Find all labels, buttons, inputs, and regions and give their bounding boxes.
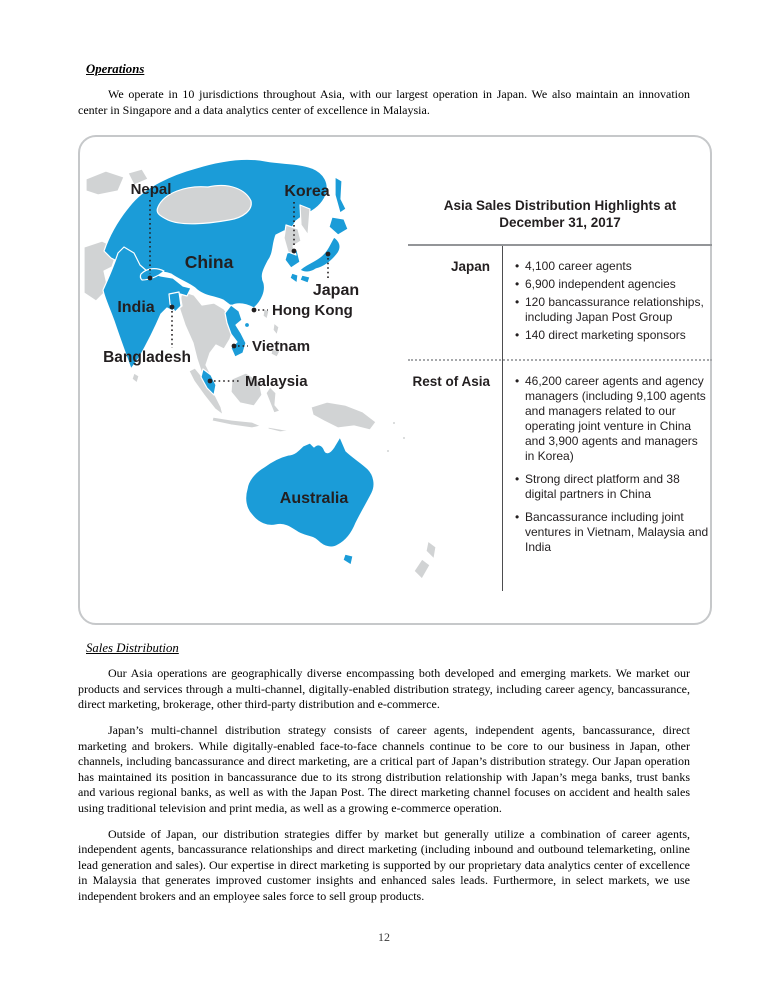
dot-hong-kong	[252, 308, 257, 313]
table-column-divider	[502, 246, 503, 591]
page-content	[78, 0, 709, 905]
list-item: • 46,200 career agents and agency managers (including 9,100 agents and managers related to our operating joint venture in China and 3,900 agents and managers in Korea)	[515, 374, 706, 464]
map-shape-sulawesi	[266, 387, 280, 413]
map-shape-philippines-luzon	[273, 323, 279, 335]
table-row-japan	[408, 246, 712, 359]
map-shape-java	[212, 417, 261, 428]
map-shape-tasmania	[343, 554, 353, 565]
list-item: • 4,100 career agents	[515, 259, 632, 274]
map-label-bangladesh: Bangladesh	[103, 349, 191, 367]
bullet-icon: •	[515, 328, 520, 343]
list-item: • Bancassurance including joint ventures in Vietnam, Malaysia and India	[515, 510, 709, 555]
map-shape-central-asia	[86, 171, 124, 195]
map-label-japan: Japan	[312, 282, 360, 300]
map-label-korea: Korea	[284, 183, 330, 201]
map-shape-sakhalin	[335, 177, 346, 213]
bullet-icon: •	[515, 510, 520, 525]
bullet-icon: •	[515, 472, 520, 487]
row-bullets-japan	[502, 246, 712, 359]
list-item: • 140 direct marketing sponsors	[515, 328, 686, 343]
sales-distribution-heading: Sales Distribution	[86, 641, 179, 656]
dot-malaysia	[208, 379, 213, 384]
map-label-india: India	[117, 299, 155, 317]
map-shape-japan-hokkaido	[329, 217, 348, 235]
map-shape-japan-kyushu	[290, 273, 298, 283]
bullet-icon: •	[515, 277, 520, 292]
map-shape-new-guinea	[311, 402, 376, 430]
table-row-rest-of-asia	[408, 361, 712, 591]
map-shape-japan-honshu	[300, 237, 340, 272]
map-shape-pacific-island	[386, 450, 389, 453]
dot-bangladesh	[170, 305, 175, 310]
list-item: • Strong direct platform and 38 digital partners in China	[515, 472, 680, 502]
row-label-japan: Japan	[450, 259, 490, 275]
dot-nepal	[148, 276, 153, 281]
list-item: • 6,900 independent agencies	[515, 277, 676, 292]
bullet-icon: •	[515, 259, 520, 274]
map-shape-hainan	[245, 323, 250, 328]
page-number: 12	[378, 930, 390, 944]
row-bullets-rest-of-asia	[502, 361, 712, 591]
map-shape-lesser-sunda	[268, 427, 290, 432]
map-label-australia: Australia	[279, 490, 349, 508]
sales-paragraph-3: Outside of Japan, our distribution strategies differ by market but generally utilize a combination of career agents, independent agents, bancassurance relationships and direct marketing (including inbound and outbound telemarketing, online lead generation and sales). Our expertise in direct marketing is supported by our proprietary data analytics center of excellence in Malaysia that generates improved customer insights and enhanced sales leads. Furthermore, in select markets, we use independent brokers and an employee sales force to sell group products.	[78, 826, 690, 903]
bullet-icon: •	[515, 295, 520, 310]
map-shape-japan-shikoku	[300, 275, 310, 283]
map-label-hong-kong: Hong Kong	[272, 302, 353, 320]
row-label-rest-of-asia: Rest of Asia	[412, 374, 490, 390]
map-label-nepal: Nepal	[130, 181, 172, 199]
dot-korea	[292, 249, 297, 254]
map-shape-pacific-island	[402, 437, 405, 440]
table-title-line2: December 31, 2017	[499, 215, 621, 231]
sales-paragraph-1: Our Asia operations are geographically diverse encompassing both developed and emerging markets. We market our products and services through a multi-channel, digitally-enabled distribution strategy, including career agency, bancassurance, direct marketing, brokerage, other third-party distribution and e-commerce.	[78, 666, 690, 712]
table-body	[408, 244, 712, 591]
map-shape-sri-lanka	[132, 373, 139, 383]
bullet-icon: •	[515, 374, 520, 389]
table-title	[408, 197, 712, 231]
sales-highlights-table	[408, 197, 712, 591]
map-label-malaysia: Malaysia	[245, 373, 308, 391]
map-shape-primorsky	[300, 205, 310, 235]
operations-heading: Operations	[86, 62, 145, 76]
map-shape-pacific-island	[392, 422, 395, 425]
table-title-line1: Asia Sales Distribution Highlights at	[443, 198, 677, 214]
sales-paragraph-2: Japan’s multi-channel distribution strategy consists of career agents, independent agents, bancassurance, direct marketing and brokers. While digitally-enabled face-to-face channels continue to be core to our business in Japan, other channels, including bancassurance and direct marketing, are a critical part of Japan’s distribution strategy. Our Japan operation has maintained its position in bancassurance due to its strong distribution relationship with Japan’s mega banks, trust banks and various regional banks, as well as with the Japan Post. The direct marketing channel focuses on accident and health sales using traditional television and print media, as well as a growing e-commerce operation.	[78, 722, 690, 815]
operations-paragraph: We operate in 10 jurisdictions throughout Asia, with our largest operation in Japan. We also maintain an innovation center in Singapore and a data analytics center of excellence in Malaysia.	[78, 87, 690, 117]
map-label-vietnam: Vietnam	[252, 338, 311, 356]
asia-distribution-figure	[78, 135, 712, 625]
map-label-china: China	[184, 252, 234, 273]
list-item: • 120 bancassurance relationships, including Japan Post Group	[515, 295, 704, 325]
dot-vietnam	[232, 344, 237, 349]
dot-japan	[326, 252, 331, 257]
